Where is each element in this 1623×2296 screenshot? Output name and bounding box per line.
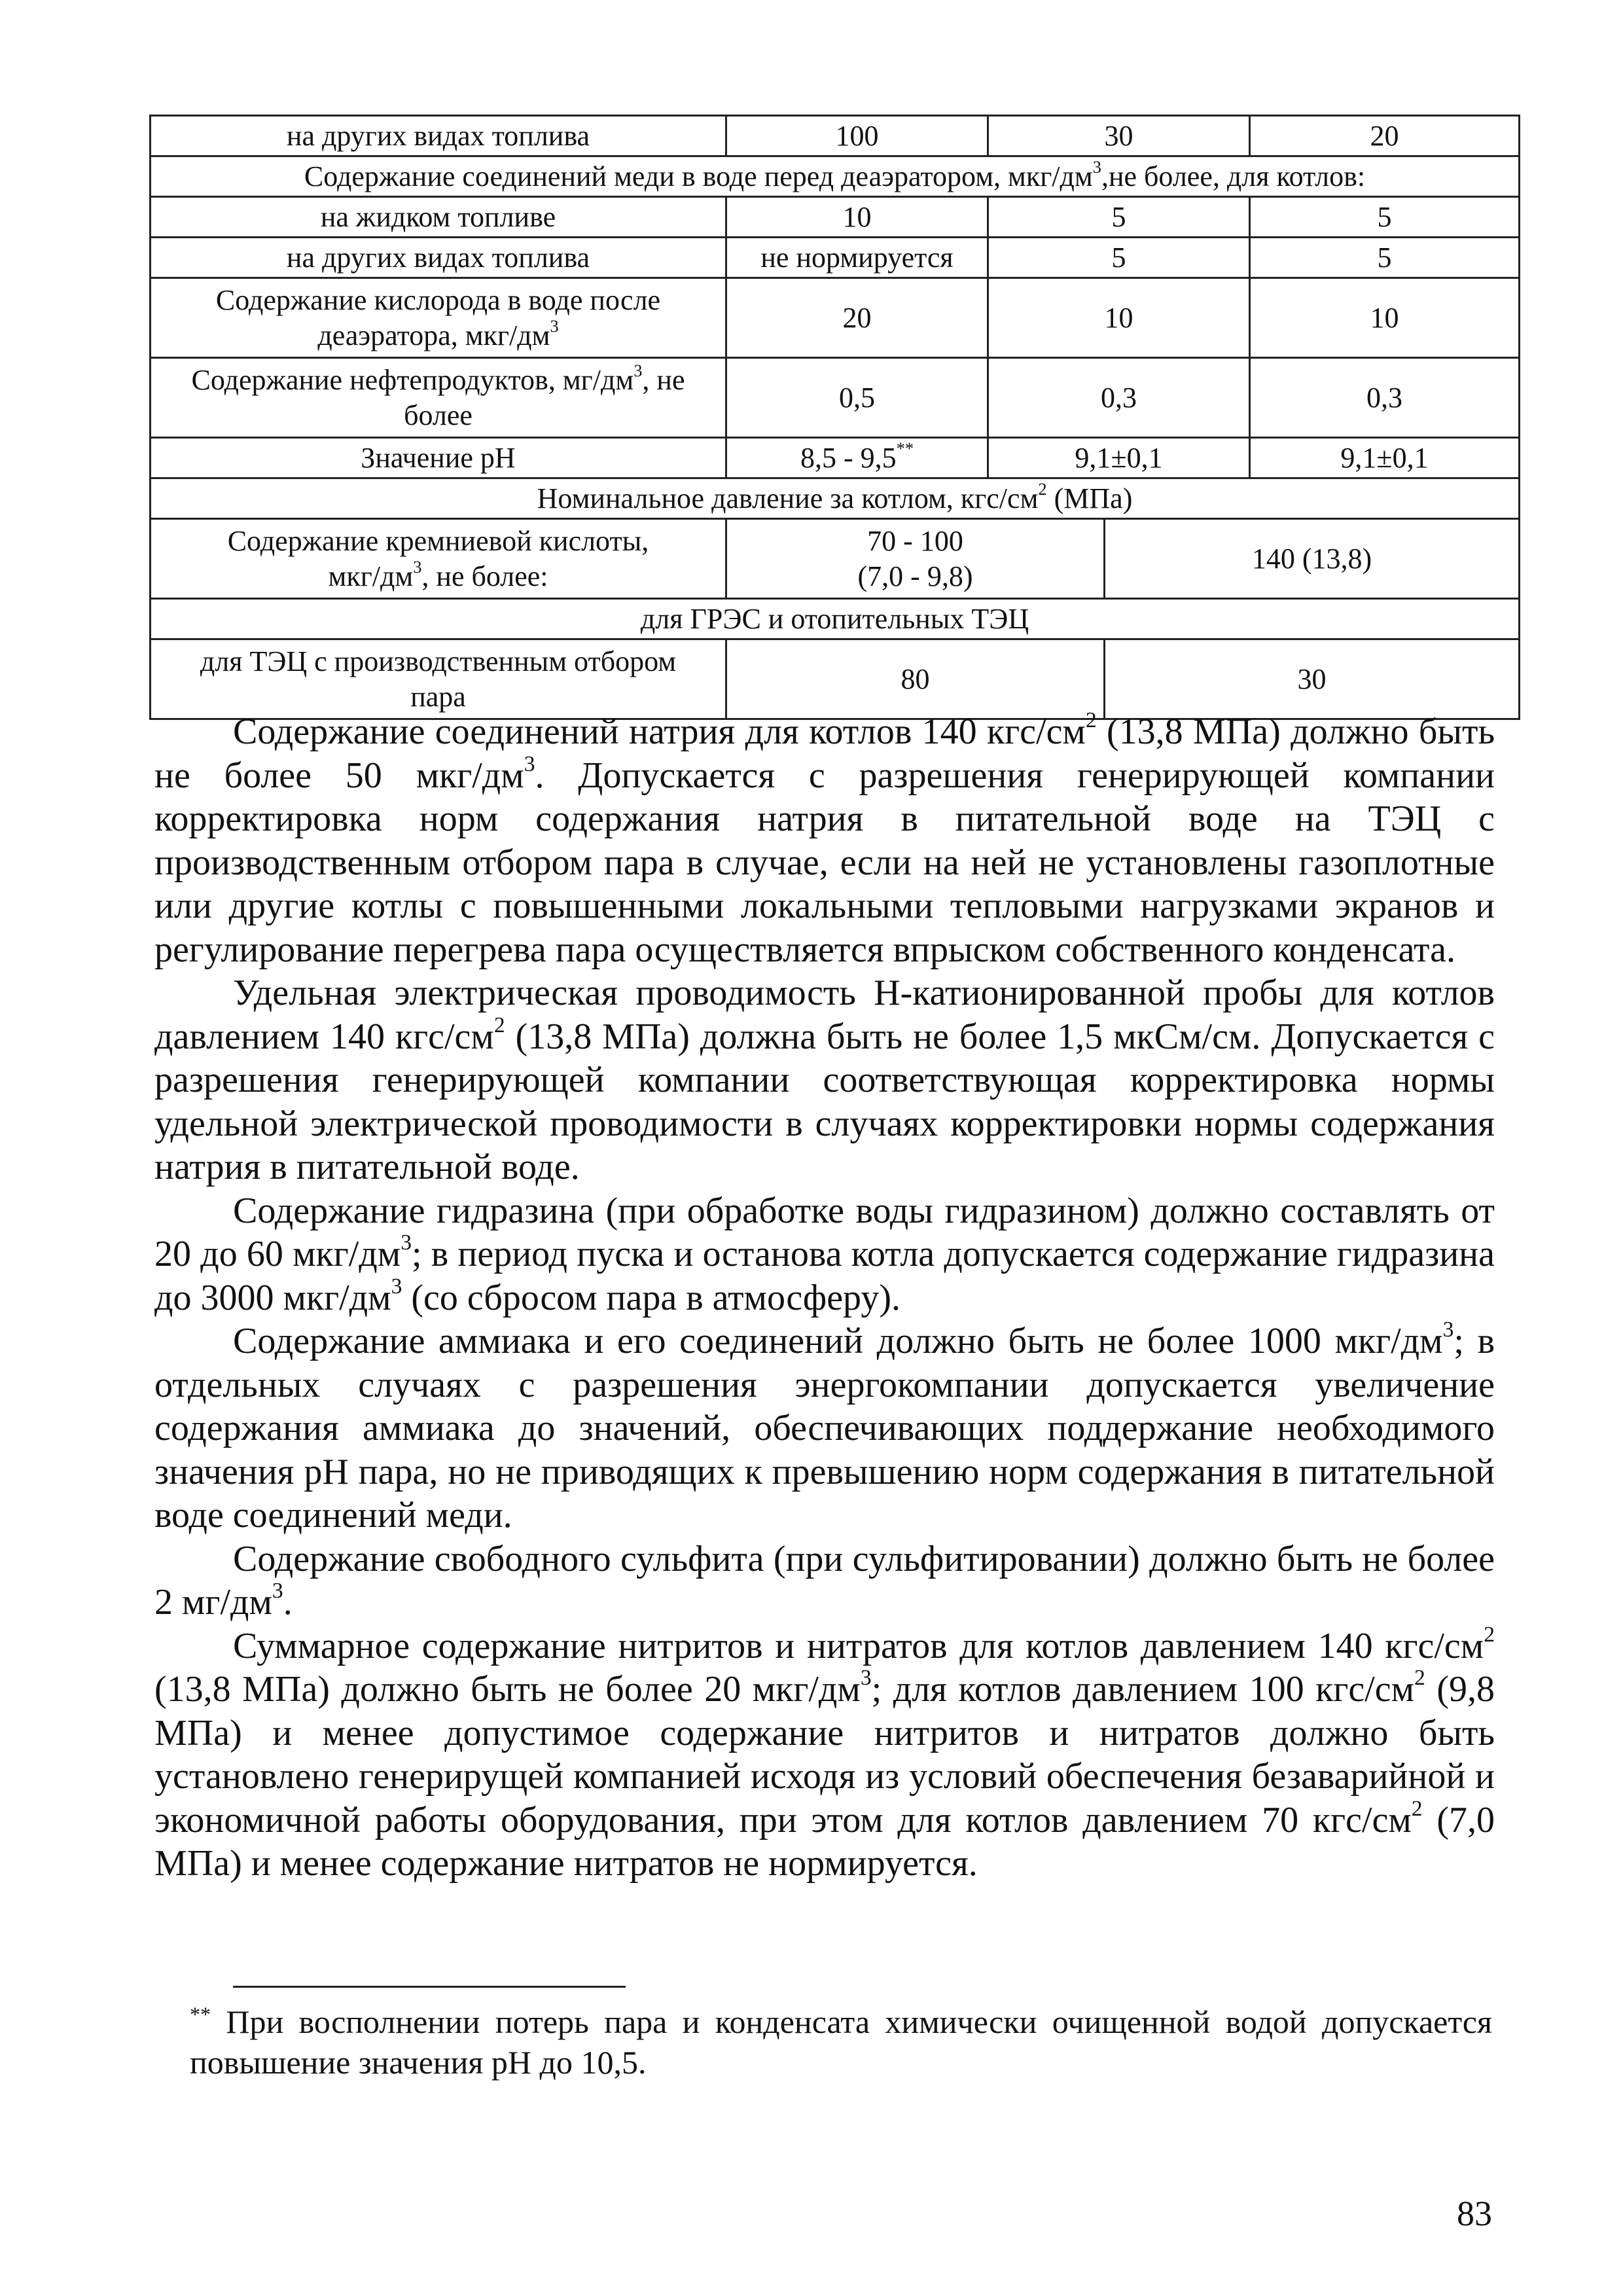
cell-text: Содержание кремниевой кислоты,: [227, 524, 649, 557]
cell-text: , не более:: [421, 560, 548, 592]
table-row: [151, 358, 1520, 438]
table-cell: [726, 438, 988, 478]
table-cell: 10: [1250, 278, 1520, 358]
superscript: 3: [391, 1274, 402, 1299]
cell-text: ,не более, для котлов:: [1101, 160, 1366, 192]
table-section-header: [151, 156, 1520, 197]
table-cell: не нормируется: [726, 238, 988, 278]
table-cell: [151, 519, 726, 599]
footnote-reference: **: [896, 438, 914, 458]
superscript: 3: [550, 315, 559, 336]
footnote-divider: [233, 1986, 626, 1988]
cell-text: более: [404, 399, 473, 431]
footnote-text: При восполнении потерь пара и конденсата химически очищенной водой допускается повышение значения pH до 10,5.: [190, 2003, 1492, 2081]
table-cell: [151, 639, 726, 719]
table-cell: Значение pH: [151, 438, 726, 478]
table-row: [151, 238, 1520, 278]
cell-text: для ТЭЦ с производственным отбором: [200, 645, 677, 677]
table-cell: [151, 358, 726, 438]
text-run: Содержание свободного сульфита (при сульфитировании) должно быть не более 2 мг/дм: [154, 1538, 1495, 1623]
table-row: [151, 197, 1520, 238]
cell-text: 70 - 100: [867, 524, 963, 557]
table-row: [151, 156, 1520, 197]
table-cell: 5: [988, 197, 1250, 238]
table-cell: 140 (13,8): [1105, 519, 1520, 599]
cell-text: 8,5 - 9,5: [800, 441, 897, 474]
text-run: ; в отдельных случаях с разрешения энергокомпании допускается увеличение содержания аммиака до значений, обеспечивающих поддержание необходимого значения pH пара, но не приводящих к превышению норм содержания в питательной воде соединений меди.: [154, 1321, 1495, 1535]
table-cell: 0,3: [988, 358, 1250, 438]
cell-text: (7,0 - 9,8): [857, 560, 973, 592]
table-row: [151, 639, 1520, 719]
paragraph-sulfite: [154, 1537, 1495, 1624]
table-cell: 5: [1250, 238, 1520, 278]
text-run: (13,8 МПа) должно быть не более 50 мкг/дм: [154, 711, 1495, 796]
cell-text: деаэратора, мкг/дм: [317, 319, 550, 351]
footnote-mark: **: [190, 2002, 211, 2026]
cell-text: Содержание кислорода в воде после: [215, 283, 661, 316]
text-run: . Допускается с разрешения генерирующей компании корректировка норм содержания натрия в питательной воде на ТЭЦ с производственным отбором пара в случае, если на ней не установлены газоплотные или другие котлы с повышенными локальными тепловыми нагрузками экранов и регулирование перегрева пара осуществляется впрыском собственного конденсата.: [154, 755, 1495, 970]
table-cell: [726, 519, 1105, 599]
table-section-header: для ГРЭС и отопительных ТЭЦ: [151, 599, 1520, 639]
table-cell: 100: [726, 116, 988, 156]
table-row: [151, 438, 1520, 478]
cell-text: Содержание соединений меди в воде перед деаэратором, мкг/дм: [304, 160, 1093, 192]
page-number: 83: [1457, 2194, 1492, 2233]
cell-text: , не: [642, 363, 685, 396]
text-run: .: [283, 1582, 293, 1623]
table-cell: 0,3: [1250, 358, 1520, 438]
table-cell: 0,5: [726, 358, 988, 438]
table-cell: на жидком топливе: [151, 197, 726, 238]
superscript: 2: [493, 1013, 505, 1037]
superscript: 3: [860, 1666, 872, 1691]
text-run: Удельная электрическая проводимость Н-катионированной пробы для котлов давлением 140 кгс/см: [154, 973, 1495, 1057]
superscript: 3: [272, 1579, 283, 1604]
text-run: (13,8 МПа) должно быть не более 20 мкг/дм: [154, 1669, 861, 1710]
table-cell: на других видах топлива: [151, 238, 726, 278]
table-section-header: [151, 478, 1520, 519]
table-cell: 20: [726, 278, 988, 358]
table-row: [151, 478, 1520, 519]
table-cell: 80: [726, 639, 1105, 719]
table-row: [151, 599, 1520, 639]
cell-text: пара: [410, 680, 466, 713]
paragraph-hydrazine: [154, 1189, 1495, 1320]
superscript: 3: [401, 1230, 412, 1255]
table-row: [151, 278, 1520, 358]
table-cell: 30: [988, 116, 1250, 156]
water-quality-table: [149, 115, 1520, 720]
paragraph-nitrites: [154, 1624, 1495, 1886]
superscript: 2: [1038, 478, 1047, 499]
superscript: 3: [413, 556, 422, 577]
table-cell: 5: [1250, 197, 1520, 238]
paragraph-conductivity: [154, 971, 1495, 1189]
text-run: Содержание аммиака и его соединений должно быть не более 1000 мкг/дм: [233, 1321, 1443, 1361]
table-row: [151, 519, 1520, 599]
superscript: 3: [1442, 1318, 1454, 1342]
table-row: [151, 116, 1520, 156]
superscript: 2: [1085, 708, 1097, 733]
text-run: Содержание соединений натрия для котлов 140 кгс/см: [233, 711, 1086, 752]
table-cell: 10: [988, 278, 1250, 358]
cell-text: мкг/дм: [328, 560, 414, 592]
paragraph-ammonia: [154, 1319, 1495, 1537]
cell-text: Номинальное давление за котлом, кгс/см: [537, 482, 1039, 514]
text-run: ; для котлов давлением 100 кгс/см: [871, 1669, 1415, 1710]
table-cell: 10: [726, 197, 988, 238]
text-run: (9,8 МПа) и менее допустимое содержание нитритов и нитратов должно быть установлено генерирущей компанией исходя из условий обеспечения безаварийной и экономичной работы оборудования, при этом для котлов давлением 70 кгс/см: [154, 1669, 1495, 1840]
superscript: 3: [1092, 156, 1101, 177]
body-text: [154, 710, 1495, 1886]
superscript: 2: [1411, 1796, 1423, 1821]
table-cell: 20: [1250, 116, 1520, 156]
table-cell: 9,1±0,1: [988, 438, 1250, 478]
text-run: (7,0 МПа) и менее содержание нитратов не нормируется.: [154, 1799, 1495, 1884]
text-run: (13,8 МПа) должна быть не более 1,5 мкСм/см. Допускается с разрешения генерирующей компании соответствующая корректировка нормы удельной электрической проводимости в случаях корректировки нормы содержания натрия в питательной воде.: [154, 1016, 1495, 1187]
superscript: 2: [1414, 1666, 1425, 1691]
text-run: Суммарное содержание нитритов и нитратов для котлов давлением 140 кгс/см: [233, 1625, 1484, 1666]
cell-text: (МПа): [1046, 482, 1133, 514]
text-run: (со сбросом пара в атмосферу).: [402, 1277, 901, 1318]
text-run: Содержание гидразина (при обработке воды гидразином) должно составлять от 20 до 60 мкг/дм: [154, 1190, 1495, 1274]
superscript: 3: [524, 751, 535, 776]
footnote: [190, 2001, 1492, 2083]
table-cell: 5: [988, 238, 1250, 278]
superscript: 2: [1484, 1622, 1495, 1647]
table-cell: на других видах топлива: [151, 116, 726, 156]
table-cell: 9,1±0,1: [1250, 438, 1520, 478]
text-run: ; в период пуска и останова котла допускается содержание гидразина до 3000 мкг/дм: [154, 1234, 1495, 1318]
paragraph-sodium: [154, 710, 1495, 971]
cell-text: Содержание нефтепродуктов, мг/дм: [191, 363, 634, 396]
table-cell: [151, 278, 726, 358]
table-cell: 30: [1105, 639, 1520, 719]
superscript: 3: [633, 360, 643, 380]
